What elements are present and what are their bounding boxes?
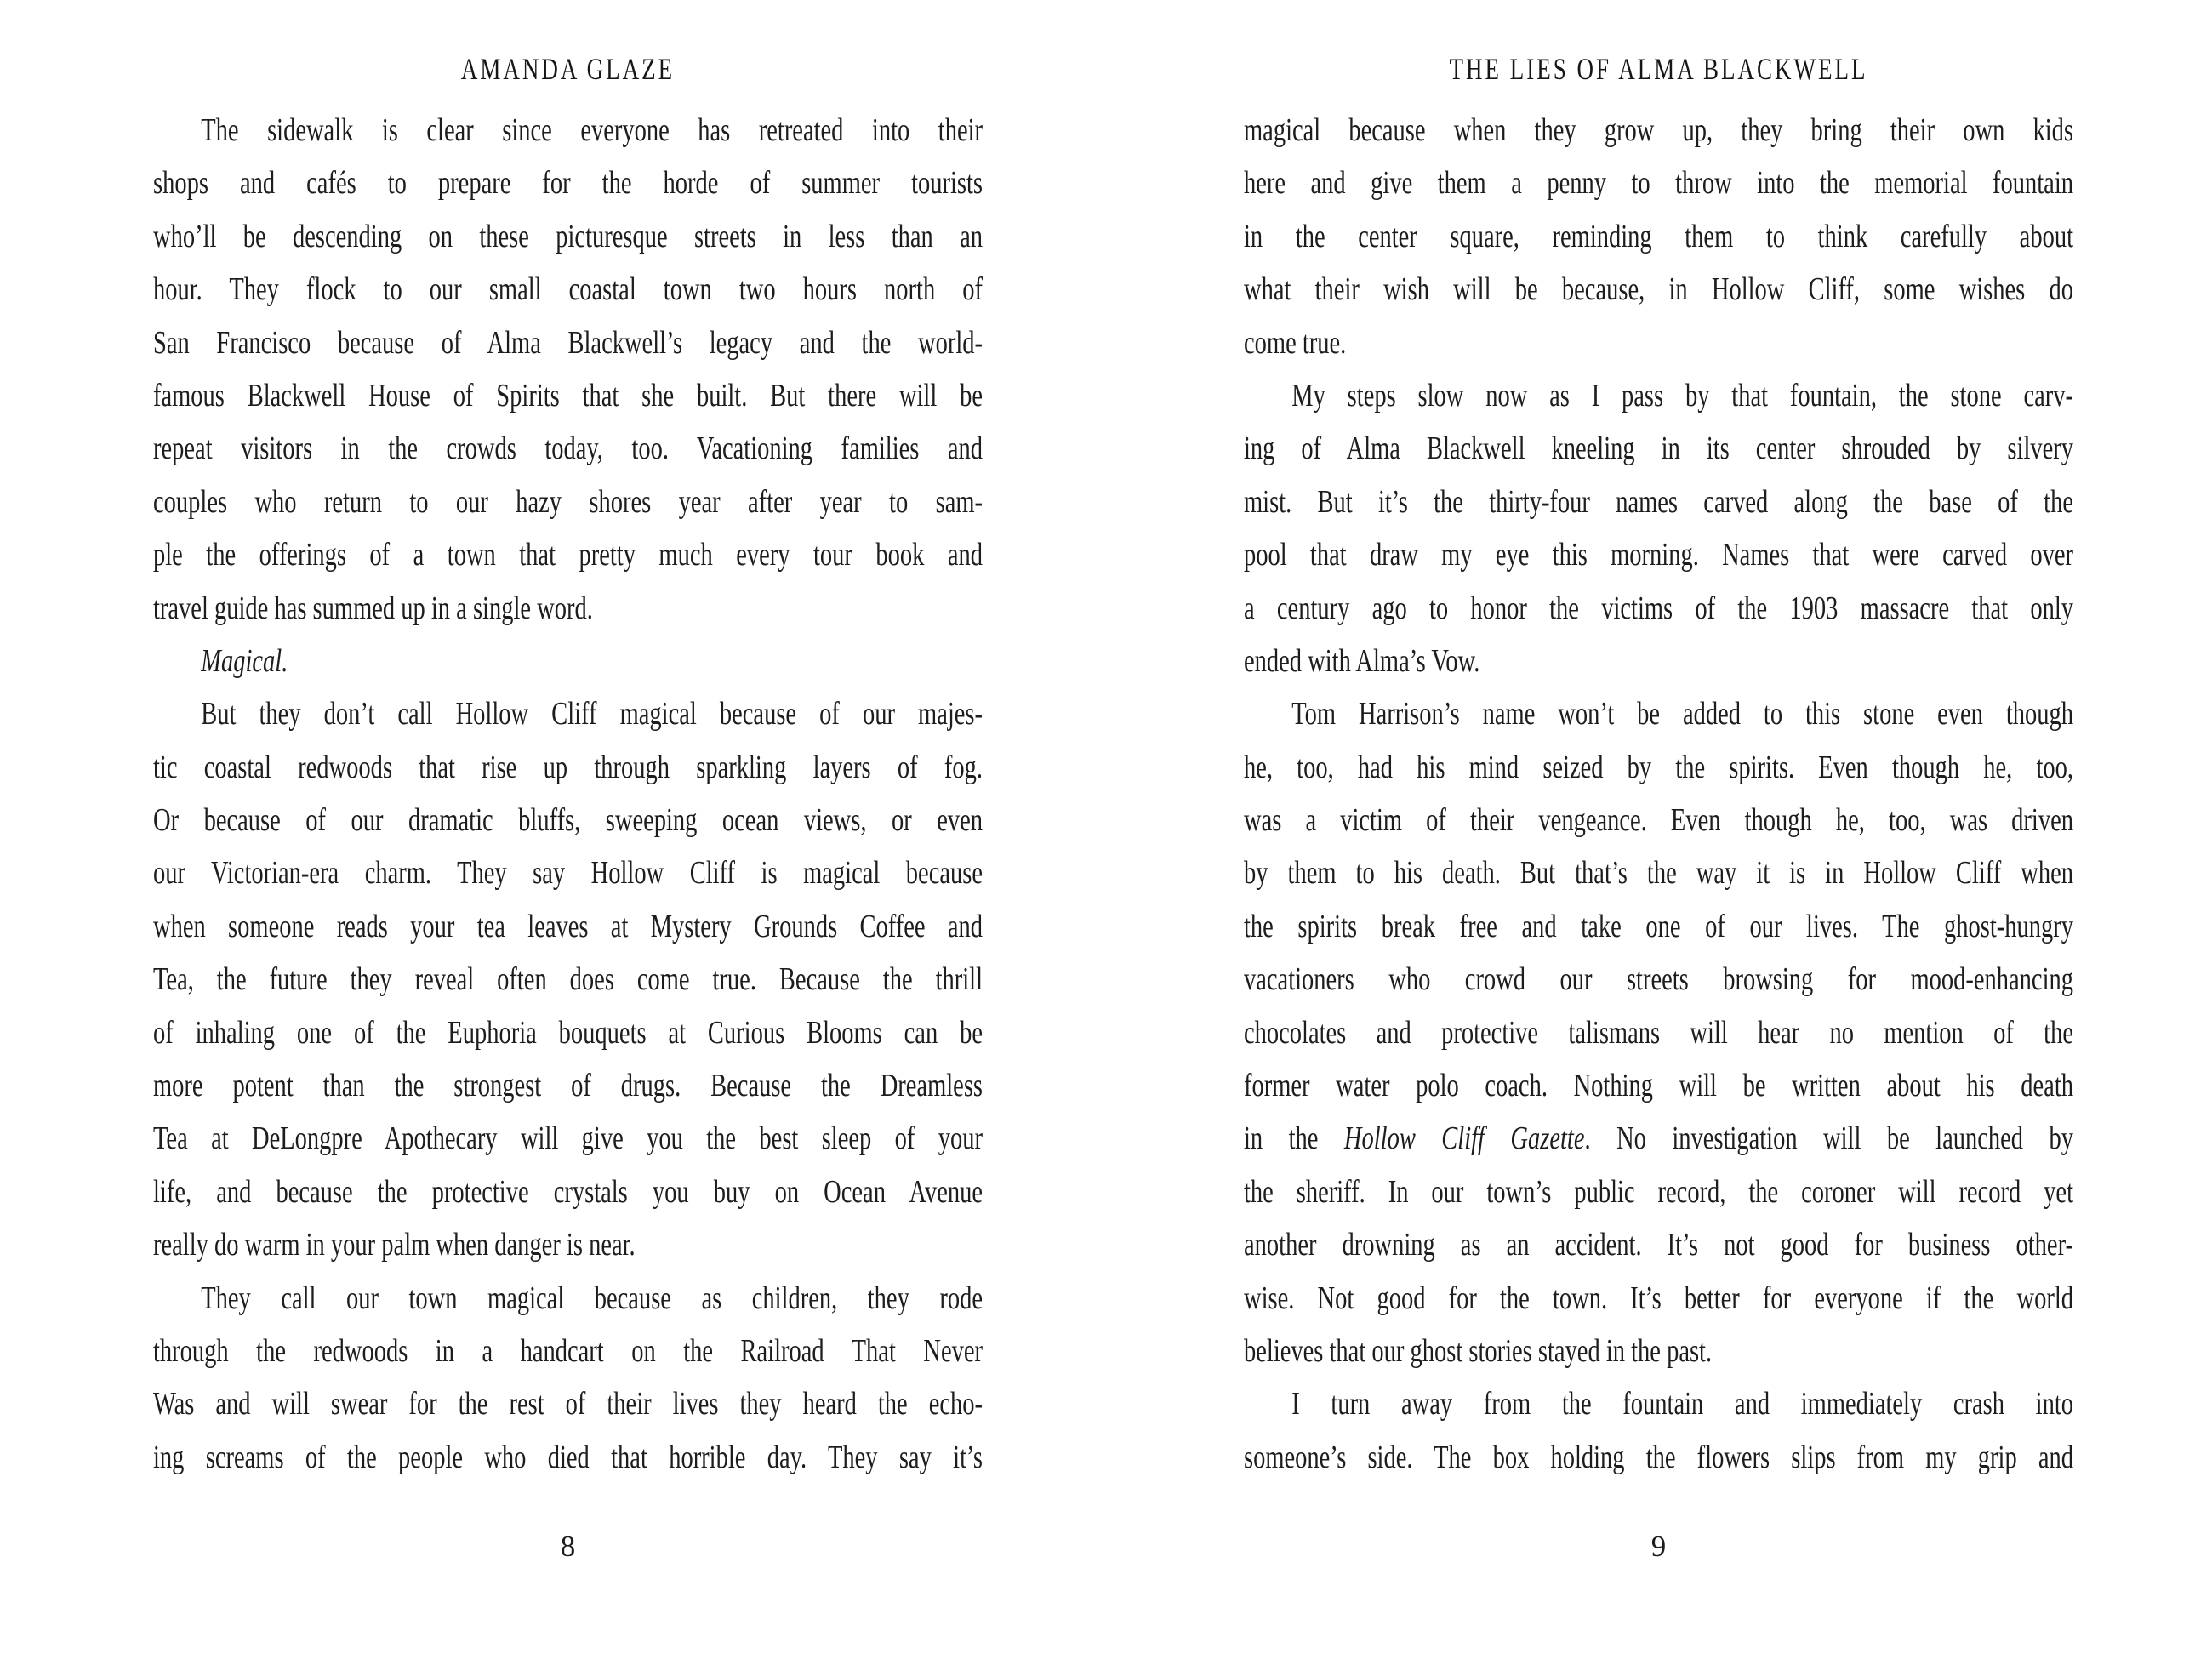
text-line: repeat visitors in the crowds today, too. Vacationing families and <box>153 430 983 467</box>
text-line: the spirits break free and take one of our lives. The ghost-hungry <box>1244 908 2073 944</box>
text-line: mist. But it’s the thirty-four names carved along the base of the <box>1244 483 2073 520</box>
text-line: someone’s side. The box holding the flowers slips from my grip and <box>1244 1439 2073 1475</box>
text-line: Tea, the future they reveal often does come true. Because the thrill <box>153 961 983 998</box>
left-page <box>153 0 983 1659</box>
text-line <box>153 635 983 687</box>
text-line: travel guide has summed up in a single word. <box>153 590 593 626</box>
text-line: what their wish will be because, in Hollow Cliff, some wishes do <box>1244 271 2073 308</box>
text-line: a century ago to honor the victims of the 1903 massacre that only <box>1244 590 2073 626</box>
text-line: famous Blackwell House of Spirits that she built. But there will be <box>153 377 983 413</box>
italic-text: Hollow Cliff Gazette <box>1343 1120 1585 1157</box>
text-line: when someone reads your tea leaves at Mystery Grounds Coffee and <box>153 908 983 944</box>
page-number-right: 9 <box>1650 1530 1667 1563</box>
right-page <box>1244 0 2073 1659</box>
text-line: I turn away from the fountain and immediately crash into <box>1291 1386 2073 1422</box>
text-line: in the Hollow Cliff Gazette. No investigation will be launched by <box>1244 1120 2074 1157</box>
text-line: Or because of our dramatic bluffs, sweeping ocean views, or even <box>153 802 983 839</box>
text-line: The sidewalk is clear since everyone has retreated into their <box>201 112 983 148</box>
text-line: They call our town magical because as children, they rode <box>201 1280 983 1316</box>
text-line: in the center square, reminding them to think carefully about <box>1244 218 2073 254</box>
left-page-text-block <box>153 51 983 1484</box>
text-line: believes that our ghost stories stayed in the past. <box>1244 1332 1713 1369</box>
italic-text: Magical. <box>201 642 288 679</box>
running-header-title: THE LIES OF ALMA BLACKWELL <box>1449 52 1868 86</box>
text-line: another drowning as an accident. It’s not good for business other- <box>1244 1227 2073 1263</box>
text-line: Tom Harrison’s name won’t be added to this stone even though <box>1291 696 2073 733</box>
text-line: who’ll be descending on these picturesque streets in less than an <box>153 218 983 254</box>
text-line: our Victorian-era charm. They say Hollow Cliff is magical because <box>153 855 983 892</box>
text-line: the sheriff. In our town’s public record, the coroner will record yet <box>1244 1173 2073 1210</box>
text-line: shops and cafés to prepare for the horde of summer tourists <box>153 165 983 202</box>
running-header-author: AMANDA GLAZE <box>460 52 676 86</box>
text-line: pool that draw my eye this morning. Names that were carved over <box>1244 537 2073 573</box>
text-line: by them to his death. But that’s the way it is in Hollow Cliff when <box>1244 855 2073 892</box>
text-line: here and give them a penny to throw into the memorial fountain <box>1244 165 2073 202</box>
text-line: come true. <box>1244 324 1347 361</box>
right-page-body <box>1244 104 2073 1484</box>
right-page-text-block <box>1244 51 2073 1484</box>
text-line: life, and because the protective crystals you buy on Ocean Avenue <box>153 1173 983 1210</box>
text-line: ing of Alma Blackwell kneeling in its center shrouded by silvery <box>1244 430 2073 467</box>
text-line: really do warm in your palm when danger is near. <box>153 1227 636 1263</box>
text-line: vacationers who crowd our streets browsing for mood-enhancing <box>1244 961 2073 998</box>
text-line: more potent than the strongest of drugs. Because the Dreamless <box>153 1068 983 1104</box>
text-line: wise. Not good for the town. It’s better for everyone if the world <box>1244 1280 2073 1316</box>
text-line: chocolates and protective talismans will hear no mention of the <box>1244 1014 2073 1051</box>
text-line: ing screams of the people who died that horrible day. They say it’s <box>153 1439 983 1475</box>
text-line: was a victim of their vengeance. Even though he, too, was driven <box>1244 802 2073 839</box>
text-line: San Francisco because of Alma Blackwell’s legacy and the world- <box>153 324 983 361</box>
text-line: he, too, had his mind seized by the spirits. Even though he, too, <box>1244 749 2073 785</box>
text-line: hour. They flock to our small coastal town two hours north of <box>153 271 983 308</box>
text-line: My steps slow now as I pass by that fountain, the stone carv- <box>1291 377 2073 413</box>
left-page-body <box>153 104 983 1484</box>
text-line: ended with Alma’s Vow. <box>1244 642 1480 679</box>
text-line: of inhaling one of the Euphoria bouquets at Curious Blooms can be <box>153 1014 983 1051</box>
page-number-left: 8 <box>560 1530 576 1563</box>
text-line: former water polo coach. Nothing will be written about his death <box>1244 1068 2073 1104</box>
text-line: tic coastal redwoods that rise up through sparkling layers of fog. <box>153 749 983 785</box>
text-line: magical because when they grow up, they bring their own kids <box>1244 112 2073 148</box>
text-line: Was and will swear for the rest of their lives they heard the echo- <box>153 1386 983 1422</box>
text-line: couples who return to our hazy shores year after year to sam- <box>153 483 983 520</box>
text-line: Tea at DeLongpre Apothecary will give you the best sleep of your <box>153 1120 983 1157</box>
text-line: through the redwoods in a handcart on the Railroad That Never <box>153 1332 983 1369</box>
text-line: But they don’t call Hollow Cliff magical because of our majes- <box>201 696 983 733</box>
text-line: ple the offerings of a town that pretty much every tour book and <box>153 537 983 573</box>
